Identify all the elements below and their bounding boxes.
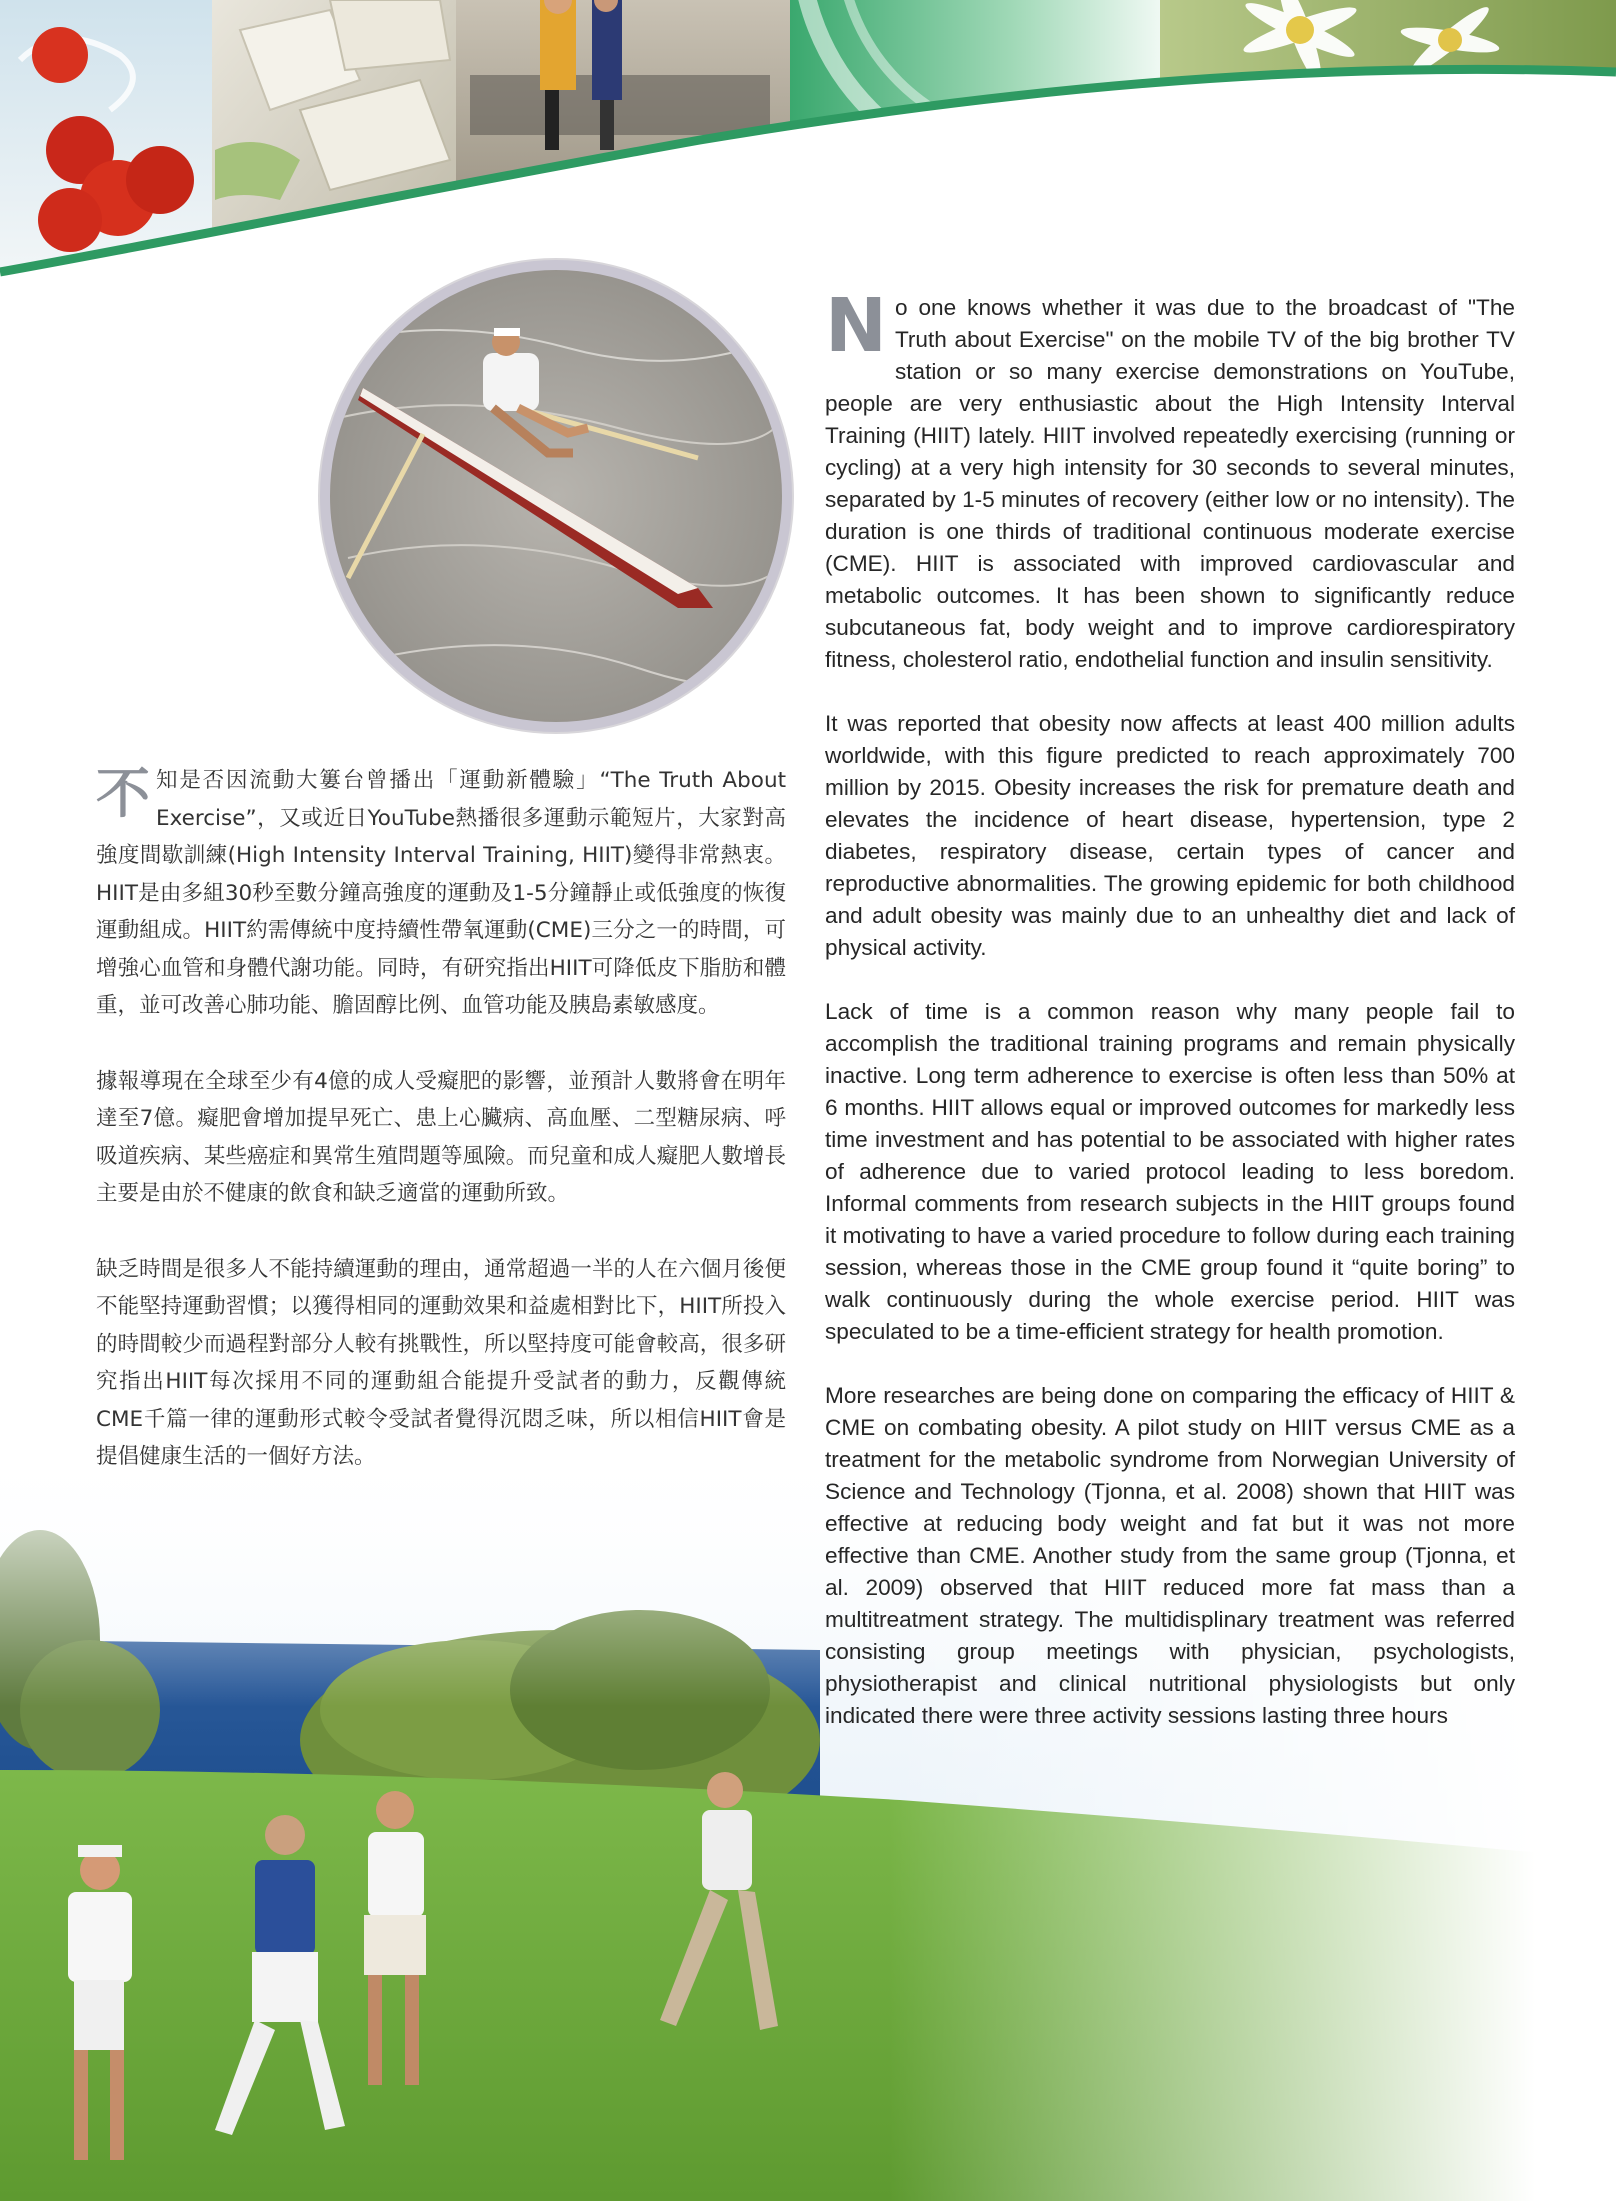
- chinese-dropcap: 不: [96, 762, 150, 825]
- english-dropcap: N: [825, 283, 887, 369]
- chinese-paragraph: [96, 762, 786, 1025]
- english-paragraph: [825, 283, 1515, 676]
- chinese-article: [96, 762, 786, 1514]
- chinese-paragraph: 據報導現在全球至少有4億的成人受癡肥的影響，並預計人數將會在明年達至7億。癡肥會增加提早死亡、患上心臟病、高血壓、二型糖尿病、呼吸道疾病、某些癌症和異常生殖問題等風險。而兒童和成人癡肥人數增長主要是由於不健康的飲食和缺乏適當的運動所致。: [96, 1068, 786, 1206]
- english-paragraph: It was reported that obesity now affects at least 400 million adults worldwide, with this figure predicted to reach approximately 700 million by 2015. Obesity increases the risk for premature death and elevates the incidence of heart disease, hypertension, type 2 diabetes, respiratory disease, certain types of cancer and reproductive abnormalities. The growing epidemic for both childhood and adult obesity was mainly due to an unhealthy diet and lack of physical activity.: [825, 711, 1515, 960]
- english-paragraph-text: o one knows whether it was due to the broadcast of "The Truth about Exercise" on the mobile TV of the big brother TV station or so many exercise demonstrations on YouTube, people are very enthusiastic about the High Intensity Interval Training (HIIT) lately. HIIT involved repeatedly exercising (running or cycling) at a very high intensity for 30 seconds to several minutes, separated by 1-5 minutes of recovery (either low or no intensity). The duration is one thirds of traditional continuous moderate exercise (CME). HIIT is associated with improved cardiovascular and metabolic outcomes. It has been shown to significantly reduce subcutaneous fat, body weight and to improve cardiorespiratory fitness, cholesterol ratio, endothelial function and insulin sensitivity.: [825, 295, 1515, 672]
- banner-graphic: [0, 0, 1616, 290]
- english-paragraph: Lack of time is a common reason why many people fail to accomplish the traditional training programs and remain physically inactive. Long term adherence to exercise is often less than 50% at 6 months. HIIT allows equal or improved outcomes for markedly less time investment and has potential to be associated with higher rates of adherence due to varied protocol leading to less boredom. Informal comments from research subjects in the HIIT groups found it motivating to have a varied procedure to follow during each training session, whereas those in the CME group found it “quite boring” to walk continuously during the whole exercise period. HIIT was speculated to be a time-efficient strategy for health promotion.: [825, 999, 1515, 1344]
- chinese-paragraph: 缺乏時間是很多人不能持續運動的理由，通常超過一半的人在六個月後便不能堅持運動習慣；以獲得相同的運動效果和益處相對比下，HIIT所投入的時間較少而過程對部分人較有挑戰性，所以堅持度可能會較高，很多研究指出HIIT每次採用不同的運動組合能提升受試者的動力，反觀傳統CME千篇一律的運動形式較令受試者覺得沉悶乏味，所以相信HIIT會是提倡健康生活的一個好方法。: [96, 1256, 786, 1469]
- header-photo-banner: [0, 0, 1616, 290]
- chinese-paragraph-text: 知是否因流動大簍台曾播出「運動新體驗」“The Truth About Exercise”，又或近日YouTube熱播很多運動示範短片，大家對高強度間歇訓練(High Intensity Interval Training, HIIT)變得非常熱衷。HIIT是由多組30秒至數分鐘高強度的運動及1-5分鐘靜止或低強度的恢復運動組成。HIIT約需傳統中度持續性帶氧運動(CME)三分之一的時間，可增強心血管和身體代謝功能。同時，有研究指出HIIT可降低皮下脂肪和體重，並可改善心肺功能、膽固醇比例、血管功能及胰島素敏感度。: [96, 768, 786, 1018]
- rowing-photo: [318, 258, 794, 734]
- english-article: [825, 283, 1515, 1764]
- english-paragraph: More researches are being done on comparing the efficacy of HIIT & CME on combating obesity. A pilot study on HIIT versus CME as a treatment for the metabolic syndrome from Norwegian University of Science and Technology (Tjonna, et al. 2008) shown that HIIT was effective at reducing body weight and fat but it was not more effective than CME. Another study from the same group (Tjonna, et al. 2009) observed that HIIT reduced more fat mass than a multitreatment strategy. The multidisplinary treatment was referred consisting group meetings with physician, psychologists, physiotherapist and clinical nutritional physiologists but only indicated there were three activity sessions lasting three hours: [825, 1383, 1515, 1728]
